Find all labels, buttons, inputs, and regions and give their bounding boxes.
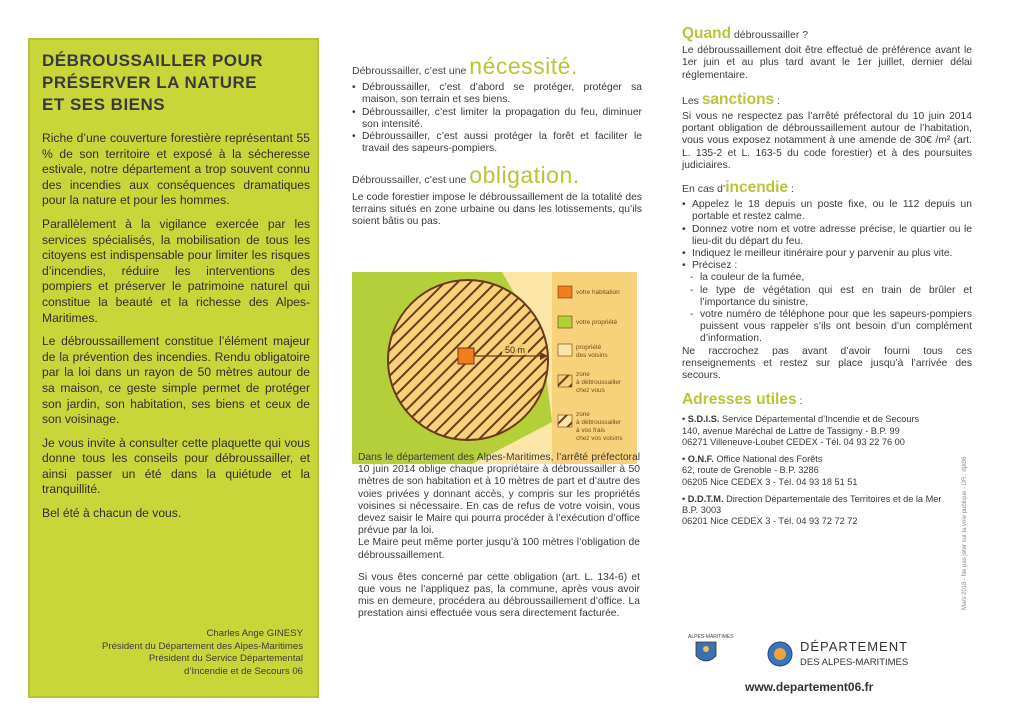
departement-logo-line1: DÉPARTEMENT [800,639,909,654]
radius-label: 50 m [505,345,526,355]
signature-line: Président du Service Départemental [148,653,303,665]
office-paragraph: Si vous êtes concerné par cette obligation (art. L. 134-6) et que vous ne l’appliquez pas, la commune, après vous avoir mis en demeure, procédera au débroussaillement d’office. La prestation ainsi effectuée vous sera directement facturée. [358,571,640,620]
adresses-heading [682,391,972,409]
necessite-word: nécessité. [469,53,578,79]
address-line: 62, route de Grenoble - B.P. 3286 [682,465,819,476]
necessite-prefix: Débroussailler, c’est une [352,65,467,77]
quand-heading [682,25,972,42]
legend-swatch-house [558,286,572,298]
list-item: • Débroussailler, c’est limiter la propagation du feu, diminuer son intensité. [352,107,642,131]
list-item: - la couleur de la fumée, [682,272,972,284]
incendie-prefix: En cas d’ [682,183,726,196]
obligation-text: Le code forestier impose le débroussaillement de la totalité des terrains situés en zone urbaine ou dans les lotissements, qu’ils soient bâtis ou pas. [352,191,642,228]
departement-logo-sun-icon [774,648,786,660]
address-line: 06205 Nice CEDEX 3 - Tél. 04 93 18 51 51 [682,476,858,487]
legend-swatch-zone-neighbours [558,415,572,427]
quand-suffix: débroussailler ? [733,29,809,41]
intro-paragraph: Parallèlement à la vigilance exercée par les services spécialisés, la mobilisation de tous les citoyens est indispensable pour limiter les risques d’incendies, réduire les interventions des pompiers et préserver le patrimoine naturel qui constitue la beauté et la richesse des Alpes-Maritimes. [42,216,310,325]
legend-label-neighbours: propriété des voisins [576,344,608,359]
quand-word: Quand [682,25,732,42]
incendie-word: incendie [725,179,789,197]
address-name: Direction Départementale des Territoires et de la Mer [726,493,942,504]
intro-title-line: DÉBROUSSAILLER POUR [42,51,264,70]
address-block [682,494,972,528]
incendie-suffix: : [790,183,794,196]
address-block [682,454,972,488]
incendie-closing: Ne raccrochez pas avant d’avoir fourni tous ces renseignements et restez sur place jusqu’à l’arrivée des secours. [682,345,972,382]
sanctions-word: sanctions [701,90,775,108]
address-org: • D.D.T.M. Direction Départementale des Territoires et de la Mer [682,493,942,504]
address-org: • S.D.I.S. Service Départemental d’Incendie et de Secours [682,414,920,425]
signature-line: Président du Département des Alpes-Maritimes [101,640,303,652]
necessite-list [352,82,642,155]
address-line: B.P. 3003 [682,504,722,515]
adresses-suffix: : [799,395,803,408]
crest-emblem-icon [703,646,709,652]
legend-swatch-zone [558,375,572,387]
legend-label-property: votre propriété [576,319,618,326]
address-block [682,414,972,448]
address-name: Office National des Forêts [716,454,823,465]
middle-lower-text [358,452,640,621]
signature [35,628,303,678]
adresses-title: Adresses utiles [682,391,797,409]
sdis-logo-text: ALPES-MARITIMES [688,634,734,640]
address-line: 06271 Villeneuve-Loubet CEDEX - Tél. 04 93 22 76 00 [682,436,905,447]
list-item: • Indiquez le meilleur itinéraire pour y parvenir au plus vite. [682,248,972,260]
clearing-diagram [352,272,637,464]
website-link[interactable]: www.departement06.fr [745,680,874,694]
legend-swatch-neighbours [558,344,572,356]
maire-paragraph: Le Maire peut même porter jusqu’à 100 mètres l’obligation de débroussaillement. [358,537,640,561]
address-org: • O.N.F. Office National des Forêts [682,454,823,465]
signature-line: Charles Ange GINESY [206,628,303,639]
intro-body [42,131,310,530]
necessite-heading [352,53,642,79]
signature-line: d’Incendie et de Secours 06 [184,665,303,677]
list-item: • Débroussailler, c’est aussi protéger la forêt et faciliter le travail des sapeurs-pompiers. [352,131,642,155]
intro-paragraph: Bel été à chacun de vous. [42,506,182,521]
address-abbr: S.D.I.S. [687,414,720,425]
list-item: • Donnez votre nom et votre adresse précise, le quartier ou le lieu-dit du départ du feu. [682,224,972,248]
incendie-list [682,199,972,345]
legend-label-zone: zone à débroussailler chez vous [576,371,622,394]
list-item: • Précisez : [682,260,972,272]
legend-label-house: votre habitation [576,289,620,296]
legend-swatch-property [558,316,572,328]
incendie-heading [682,179,972,197]
intro-paragraph: Le débroussaillement constitue l’élément majeur de la prévention des incendies. Rendu obligatoire par la loi dans un rayon de 50 mètres autour de sa maison, ce geste simple permet de protéger son jardin, son habitation, ses biens et ceux de son voisinage. [42,334,310,427]
clearing-diagram-svg [352,272,637,464]
intro-title-line: ET SES BIENS [42,95,166,114]
sanctions-prefix: Les [682,94,699,107]
intro-paragraph: Riche d’une couverture forestière représentant 55 % de son territoire et exposé à la sécheresse estivale, notre département a trop souvent connu des incendies aux conséquences dramatiques pour la nature et pour les hommes. [42,131,310,208]
legend-label-zone-neighbours: zone à débroussailler à vos frais chez vos voisins [576,411,623,442]
list-item: • Débroussailler, c’est d’abord se protéger, protéger sa maison, son terrain et ses biens. [352,82,642,106]
intro-paragraph: Je vous invite à consulter cette plaquette qui vous donne tous les conseils pour débroussailler, et ainsi passer un été dans la quiétude et la tranquillité. [42,435,310,497]
right-column [682,25,972,527]
obligation-word: obligation. [469,162,580,189]
house-icon [458,348,474,364]
intro-title [42,50,312,116]
quand-text: Le débroussaillement doit être effectué de préférence avant le 1er juin et au plus tard avant le 1er juillet, dernier délai réglementaire. [682,45,972,81]
print-note: Mars 2018 - Ne pas jeter sur la voie publique - DR : dpt06 [962,456,968,610]
sanctions-suffix: : [777,94,780,107]
address-line: 140, avenue Maréchal de Lattre de Tassigny - B.P. 99 [682,425,900,436]
obligation-heading [352,162,642,189]
address-line: 06201 Nice CEDEX 3 - Tél. 04 93 72 72 72 [682,516,858,527]
sanctions-text: Si vous ne respectez pas l’arrêté préfectoral du 10 juin 2014 portant obligation de débroussaillement autour de l’habitation, vous vous exposez notamment à une amende de 30€ /m² (art. L. 135-2 et L. 163-5 du code forestier) et à des poursuites judiciaires. [682,111,972,171]
list-item: - le type de végétation qui est en train de brûler et l’importance du sinistre, [682,285,972,309]
departement-logo-line2: DES ALPES-MARITIMES [800,657,909,668]
arrete-paragraph: Dans le département des Alpes-Maritimes, l’arrêté préfectoral 10 juin 2014 oblige chaque propriétaire à débroussailler à 50 mètres de son habitation et à 10 mètres de part et d’autre des voies privées y donnant accès, y compris sur les propriétés voisines si nécessaire. En cas de refus de votre voisin, vous devez saisir le Maire qui pourra procéder à l’exécution d’office prévue par la loi. [358,452,640,537]
intro-panel [28,38,319,698]
address-name: Service Départemental d’Incendie et de Secours [722,414,920,425]
middle-column [352,40,642,228]
list-item: - votre numéro de téléphone pour que les sapeurs-pompiers puissent vous rappeler s’ils ont besoin d’un complément d’information. [682,309,972,346]
obligation-prefix: Débroussailler, c’est une [352,174,467,187]
address-abbr: O.N.F. [687,454,714,465]
list-item: • Appelez le 18 depuis un poste fixe, ou le 112 depuis un portable et restez calme. [682,199,972,223]
logos-svg [688,630,978,680]
intro-title-line: PRÉSERVER LA NATURE [42,73,258,92]
sanctions-heading [682,90,972,108]
address-abbr: D.D.T.M. [687,493,724,504]
